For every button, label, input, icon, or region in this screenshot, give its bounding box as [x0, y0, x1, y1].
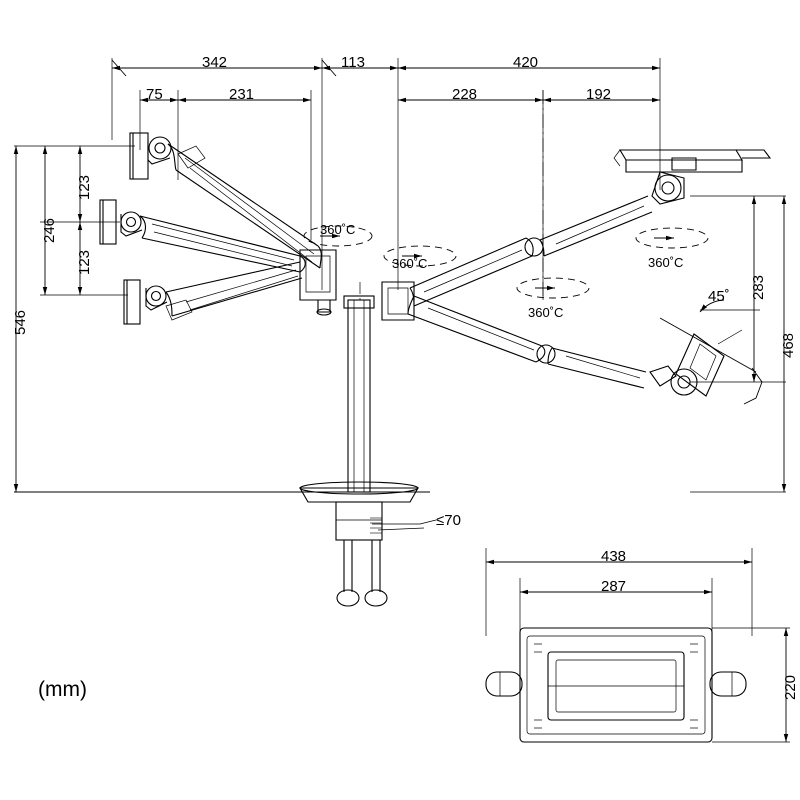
dimension-label-231: 231 — [229, 86, 255, 103]
dimension-label-192: 192 — [586, 86, 612, 103]
dimension-label-468: 468 — [780, 332, 797, 358]
dimension-label-123-lower: 123 — [76, 249, 93, 275]
rotation-label-4: 360˚C — [648, 255, 684, 270]
dimension-label-220: 220 — [782, 674, 799, 700]
dimension-label-287: 287 — [601, 578, 627, 595]
dimension-label-342: 342 — [202, 54, 228, 71]
rotation-label-3: 360˚C — [528, 305, 564, 320]
clamp-max-label: ≤70 — [436, 512, 461, 529]
unit-label: (mm) — [38, 678, 87, 701]
dimension-label-438: 438 — [601, 548, 627, 565]
dimension-label-123-upper: 123 — [76, 174, 93, 200]
dimension-label-546: 546 — [12, 309, 29, 335]
dimension-label-113: 113 — [341, 54, 365, 71]
rotation-label-1: 360˚C — [320, 222, 356, 237]
rotation-label-2: 360˚C — [392, 256, 428, 271]
dimension-label-246: 246 — [41, 217, 58, 243]
dimension-label-283: 283 — [750, 274, 767, 300]
dimension-label-75: 75 — [146, 86, 163, 103]
dimension-label-228: 228 — [452, 86, 478, 103]
angle-label-45: 45˚ — [708, 288, 730, 305]
dimension-label-420: 420 — [513, 54, 539, 71]
